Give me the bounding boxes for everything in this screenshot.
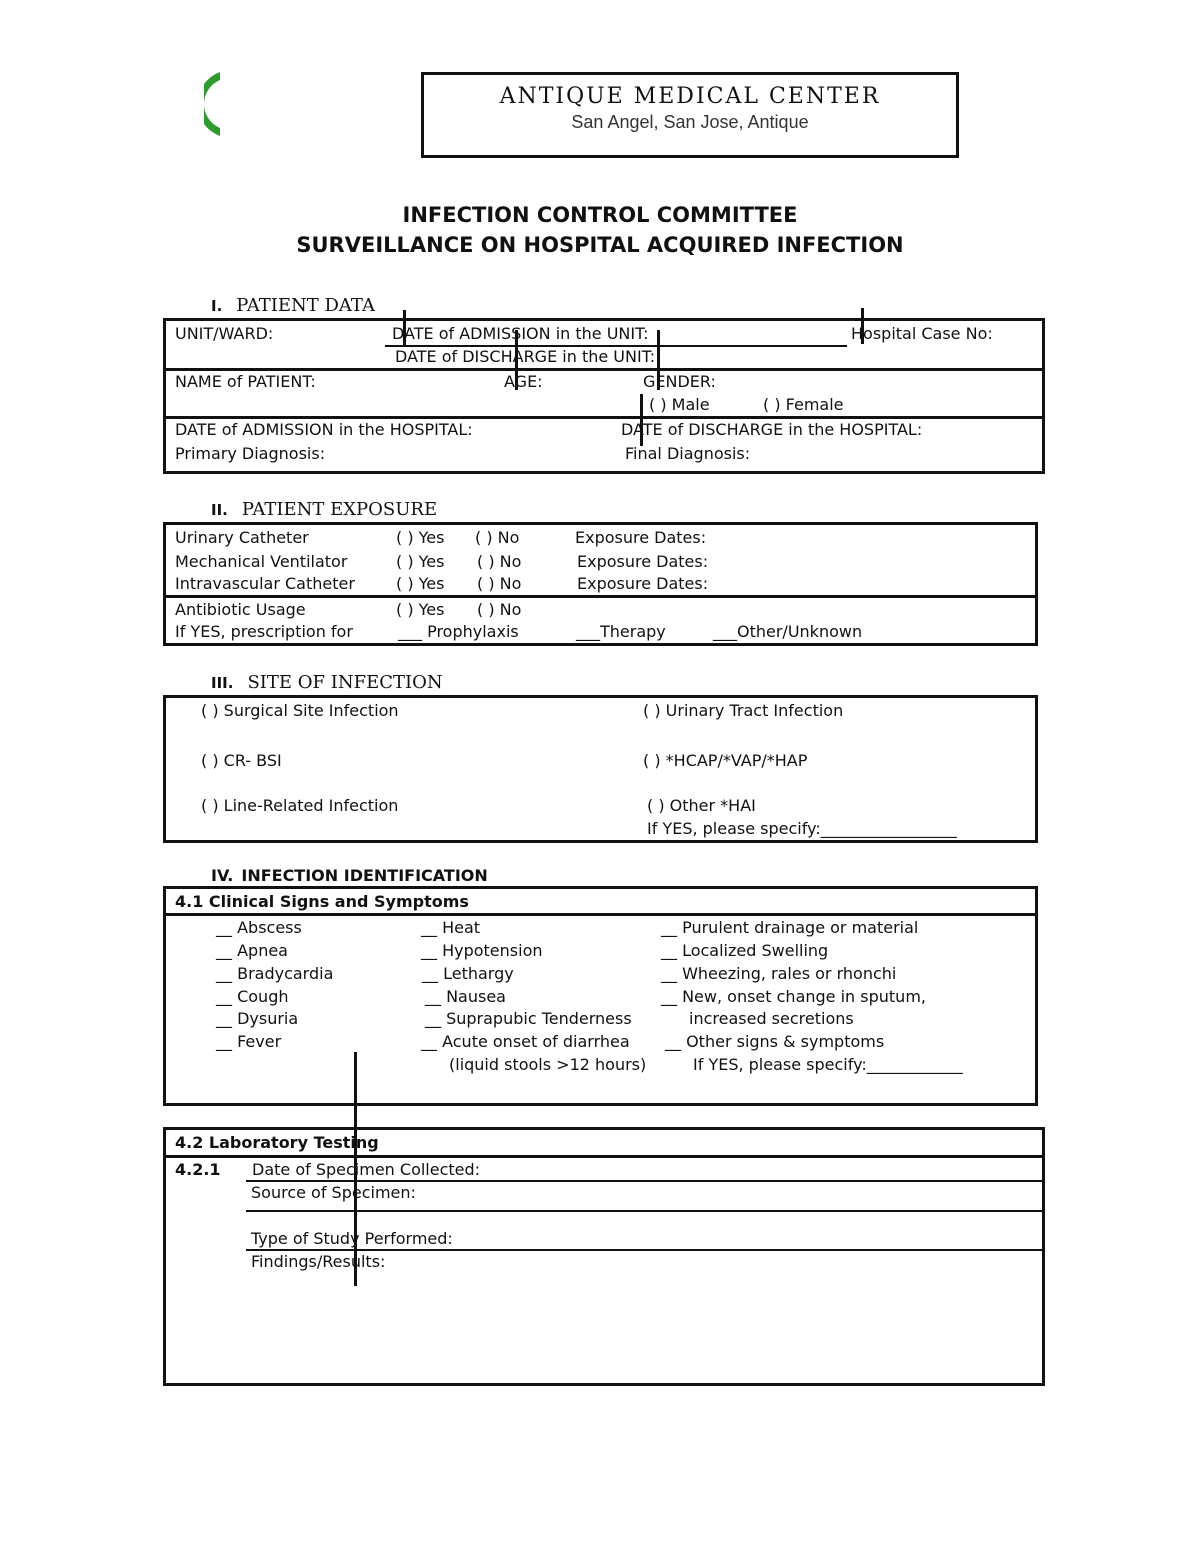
surgical-site-option[interactable]: ( ) Surgical Site Infection: [201, 701, 399, 720]
artifact-line: [354, 1052, 357, 1286]
section-heading-patient-exposure: [211, 499, 437, 520]
antibiotic-usage-label: Antibiotic Usage: [175, 600, 306, 619]
symptom-item[interactable]: __ Lethargy: [422, 964, 514, 983]
symptom-item[interactable]: __ Nausea: [425, 987, 506, 1006]
patient-name-label: NAME of PATIENT:: [175, 372, 316, 391]
field-underline: [246, 1180, 1043, 1182]
page-title: INFECTION CONTROL COMMITTEE: [402, 203, 798, 227]
symptom-item[interactable]: __ Other signs & symptoms: [665, 1032, 885, 1051]
line-related-option[interactable]: ( ) Line-Related Infection: [201, 796, 399, 815]
urinary-tract-option[interactable]: ( ) Urinary Tract Infection: [643, 701, 844, 720]
hospital-case-no-label: Hospital Case No:: [851, 324, 993, 343]
symptom-item[interactable]: __ Hypotension: [421, 941, 543, 960]
divider: [163, 913, 1038, 916]
logo-seal-icon: [204, 70, 220, 138]
gender-male-option[interactable]: ( ) Male: [649, 395, 710, 414]
exposure-no-option[interactable]: ( ) No: [475, 528, 520, 547]
symptom-item[interactable]: __ Abscess: [216, 918, 302, 937]
date-discharge-hospital-label: DATE of DISCHARGE in the HOSPITAL:: [621, 420, 923, 439]
page-subtitle: SURVEILLANCE ON HOSPITAL ACQUIRED INFECTION: [296, 233, 904, 257]
type-study-field[interactable]: Type of Study Performed:: [251, 1229, 453, 1248]
clinical-signs-header: 4.1 Clinical Signs and Symptoms: [175, 892, 469, 911]
section-heading-patient-data: [211, 295, 375, 316]
section-number: I.: [211, 297, 223, 315]
prescription-label: If YES, prescription for: [175, 622, 353, 641]
section-title: INFECTION IDENTIFICATION: [241, 866, 488, 885]
exposure-dates-label: Exposure Dates:: [577, 552, 709, 571]
exposure-label: Intravascular Catheter: [175, 574, 355, 593]
prophylaxis-option[interactable]: ___ Prophylaxis: [398, 622, 519, 641]
divider: [163, 1155, 1045, 1158]
section-number: II.: [211, 501, 228, 519]
exposure-no-option[interactable]: ( ) No: [477, 552, 522, 571]
exposure-label: Urinary Catheter: [175, 528, 309, 547]
divider: [163, 416, 1045, 419]
date-admission-hospital-label: DATE of ADMISSION in the HOSPITAL:: [175, 420, 473, 439]
age-label: AGE:: [504, 372, 543, 391]
primary-diagnosis-label: Primary Diagnosis:: [175, 444, 326, 463]
exposure-dates-label: Exposure Dates:: [577, 574, 709, 593]
symptom-item[interactable]: __ Heat: [421, 918, 481, 937]
symptom-item[interactable]: __ Bradycardia: [216, 964, 334, 983]
symptom-item[interactable]: __ Apnea: [216, 941, 288, 960]
symptom-item[interactable]: __ Localized Swelling: [661, 941, 829, 960]
hai-specify-field[interactable]: If YES, please specify:_________________: [647, 819, 957, 838]
hospital-name: ANTIQUE MEDICAL CENTER: [499, 84, 881, 109]
antibiotic-yes-option[interactable]: ( ) Yes: [396, 600, 445, 619]
date-admission-unit-label: DATE of ADMISSION in the UNIT:: [392, 324, 649, 343]
divider: [163, 595, 1038, 598]
divider: [163, 368, 1045, 371]
section-title: PATIENT DATA: [236, 295, 375, 316]
exposure-label: Mechanical Ventilator: [175, 552, 348, 571]
symptom-item[interactable]: __ New, onset change in sputum,: [661, 987, 926, 1006]
other-hai-option[interactable]: ( ) Other *HAI: [647, 796, 756, 815]
lab-item-number: 4.2.1: [175, 1160, 221, 1179]
section-heading-infection-identification: [211, 866, 488, 885]
section-title: PATIENT EXPOSURE: [241, 499, 438, 520]
symptom-item[interactable]: __ Suprapubic Tenderness: [425, 1009, 632, 1028]
gender-label: GENDER:: [643, 372, 716, 391]
date-discharge-unit-label: DATE of DISCHARGE in the UNIT:: [395, 347, 656, 366]
field-underline: [246, 1249, 1043, 1251]
cr-bsi-option[interactable]: ( ) CR- BSI: [201, 751, 282, 770]
symptom-note: (liquid stools >12 hours): [449, 1055, 647, 1074]
section-heading-site-of-infection: [211, 672, 443, 693]
symptom-item[interactable]: __ Fever: [216, 1032, 282, 1051]
date-specimen-field[interactable]: Date of Specimen Collected:: [252, 1160, 481, 1179]
hospital-address: San Angel, San Jose, Antique: [571, 112, 809, 132]
symptom-item[interactable]: __ Cough: [216, 987, 289, 1006]
logo: [204, 70, 220, 138]
unit-ward-label: UNIT/WARD:: [175, 324, 274, 343]
section-number: IV.: [211, 866, 234, 885]
section-title: SITE OF INFECTION: [247, 672, 443, 693]
source-specimen-field[interactable]: Source of Specimen:: [251, 1183, 416, 1202]
section-number: III.: [211, 674, 234, 692]
exposure-yes-option[interactable]: ( ) Yes: [396, 552, 445, 571]
exposure-dates-label: Exposure Dates:: [575, 528, 707, 547]
other-unknown-option[interactable]: ___Other/Unknown: [713, 622, 863, 641]
findings-results-field[interactable]: Findings/Results:: [251, 1252, 386, 1271]
exposure-yes-option[interactable]: ( ) Yes: [396, 574, 445, 593]
symptom-specify-field[interactable]: If YES, please specify:____________: [693, 1055, 963, 1074]
final-diagnosis-label: Final Diagnosis:: [625, 444, 751, 463]
gender-female-option[interactable]: ( ) Female: [763, 395, 844, 414]
symptom-note: increased secretions: [689, 1009, 854, 1028]
lab-testing-header: 4.2 Laboratory Testing: [175, 1133, 379, 1152]
exposure-no-option[interactable]: ( ) No: [477, 574, 522, 593]
symptom-item[interactable]: __ Dysuria: [216, 1009, 299, 1028]
hcap-vap-hap-option[interactable]: ( ) *HCAP/*VAP/*HAP: [643, 751, 808, 770]
antibiotic-no-option[interactable]: ( ) No: [477, 600, 522, 619]
therapy-option[interactable]: ___Therapy: [576, 622, 666, 641]
exposure-yes-option[interactable]: ( ) Yes: [396, 528, 445, 547]
field-underline: [246, 1210, 1043, 1212]
symptom-item[interactable]: __ Wheezing, rales or rhonchi: [661, 964, 897, 983]
symptom-item[interactable]: __ Purulent drainage or material: [661, 918, 919, 937]
symptom-item[interactable]: __ Acute onset of diarrhea: [421, 1032, 630, 1051]
